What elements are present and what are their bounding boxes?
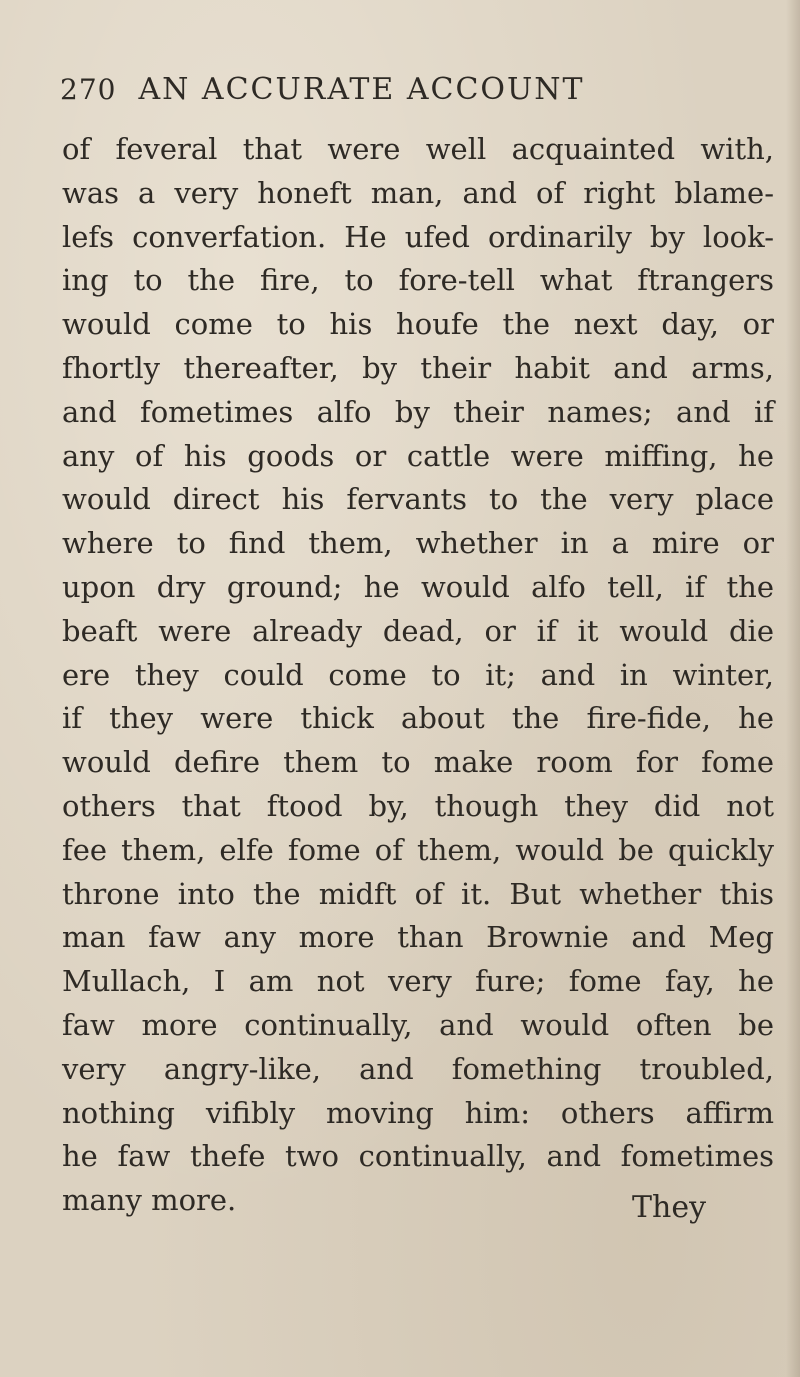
text-line: Mullach, I am not very fure; fome fay, he — [62, 964, 774, 999]
text-line: ing to the fire, to fore-tell what ftrangers — [62, 263, 774, 298]
page-number: 270 — [60, 73, 117, 106]
text-line: man faw any more than Brownie and Meg — [62, 920, 774, 955]
text-line: very angry-like, and fomething troubled, — [62, 1051, 774, 1086]
text-line: he faw thefe two continually, and fometimes — [62, 1139, 774, 1174]
text-line: faw more continually, and would often be — [62, 1007, 774, 1042]
body-text — [62, 128, 774, 1223]
running-head-title: AN ACCURATE ACCOUNT — [138, 72, 585, 107]
text-line: throne into the midft of it. But whether this — [62, 876, 774, 911]
running-head — [60, 72, 760, 107]
text-line: where to find them, whether in a mire or — [62, 526, 774, 561]
catchword: They — [632, 1190, 707, 1225]
text-line: was a very honeft man, and of right blame- — [62, 175, 774, 210]
text-line-final: many more. — [62, 1183, 237, 1218]
text-line: would direct his fervants to the very place — [62, 482, 774, 517]
text-line: nothing vifibly moving him: others affirm — [62, 1095, 774, 1130]
text-line: fee them, elfe fome of them, would be quickly — [62, 832, 774, 867]
text-line: any of his goods or cattle were miffing, he — [62, 438, 774, 473]
text-line: lefs converfation. He ufed ordinarily by look- — [62, 219, 774, 254]
text-line: fhortly thereafter, by their habit and arms, — [62, 350, 774, 385]
text-line: of feveral that were well acquainted with, — [62, 132, 774, 166]
text-line: ere they could come to it; and in winter, — [62, 657, 774, 692]
text-line: and fometimes alfo by their names; and if — [62, 394, 774, 429]
text-line: would defire them to make room for fome — [62, 745, 774, 780]
page-edge-shadow — [786, 0, 800, 1377]
text-line: would come to his houfe the next day, or — [62, 307, 774, 342]
text-line: beaft were already dead, or if it would die — [62, 613, 774, 648]
text-line: upon dry ground; he would alfo tell, if the — [62, 569, 774, 604]
text-line: others that ftood by, though they did not — [62, 788, 774, 823]
text-line: if they were thick about the fire-fide, he — [62, 701, 774, 736]
